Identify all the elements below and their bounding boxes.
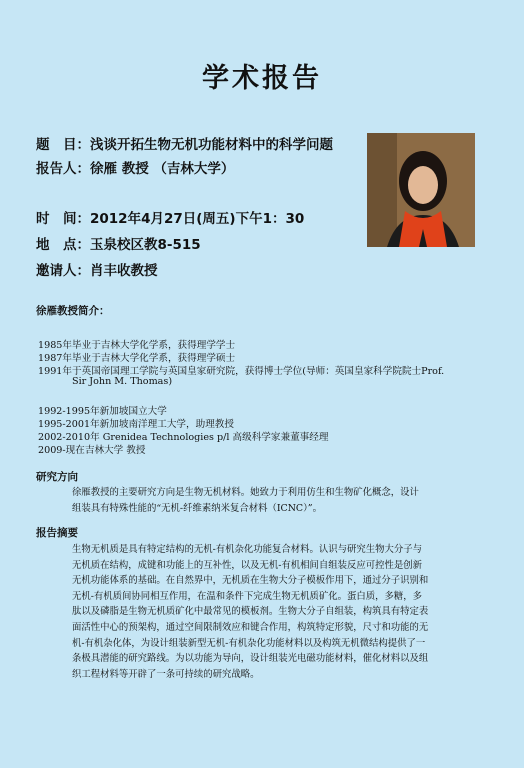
host-value: 肖丰收教授 (90, 263, 158, 279)
speaker-photo (367, 133, 475, 247)
host-label: 邀请人： (36, 263, 90, 279)
abstract-line: 织工程材料等开辟了一条可持续的研究战略。 (72, 668, 260, 680)
abstract-line: 无机质在结构，成键和功能上的互补性，以及无机-有机相间自组装反应可控性是创新 (72, 559, 423, 571)
abstract-line: 生物无机质是具有特定结构的无机-有机杂化功能复合材料。认识与研究生物大分子与 (72, 544, 423, 555)
research-heading: 研究方向 (36, 471, 78, 483)
place-label: 地 点： (36, 237, 90, 253)
abstract-line: 面活性中心的预架构，通过空间限制效应和键合作用，构筑特定形貌，尺寸和功能的无 (72, 621, 429, 633)
bio-line: Sir John M. Thomas) (72, 376, 173, 387)
time-label: 时 间： (36, 211, 90, 227)
place-value: 玉泉校区教8-515 (90, 237, 201, 253)
host-row (36, 259, 158, 279)
abstract-line: 无机功能体系的基础。在自然界中，无机质在生物大分子模板作用下，通过分子识别和 (72, 575, 429, 587)
bio-line: 2009-现在吉林大学 教授 (38, 445, 146, 456)
topic-value: 浅谈开拓生物无机功能材料中的科学问题 (90, 137, 333, 153)
time-row (36, 207, 304, 227)
place-row (36, 233, 201, 253)
research-paragraph (72, 485, 492, 516)
abstract-line: 肽以及磷脂是生物无机质矿化中最常见的模板剂。生物大分子自组装，构筑具有特定表 (72, 606, 429, 618)
bio-heading: 徐雁教授简介： (36, 305, 110, 317)
topic-row (36, 133, 333, 153)
bio-line: 1992-1995年新加坡国立大学 (38, 406, 167, 417)
research-line: 组装具有特殊性能的“无机-纤维素纳米复合材料（ICNC）”。 (72, 502, 322, 514)
bio-line: 1987年毕业于吉林大学化学系，获得理学硕士 (38, 353, 236, 364)
abstract-line: 无机-有机质间协同相互作用，在温和条件下完成生物无机质矿化。蛋白质，多糖，多 (72, 590, 423, 602)
time-value: 2012年4月27日(周五)下午1：30 (90, 211, 305, 227)
bio-line: 1991年于英国帝国理工学院与英国皇家研究院，获得博士学位(导师：英国皇家科学院院士Prof. (38, 366, 445, 377)
bio-line: 1995-2001年新加坡南洋理工大学，助理教授 (38, 419, 234, 430)
speaker-label: 报告人： (36, 161, 90, 177)
speaker-row (36, 157, 234, 177)
speaker-value: 徐雁 教授 （吉林大学） (90, 161, 235, 177)
topic-label: 题 目： (36, 137, 90, 153)
abstract-heading: 报告摘要 (36, 527, 78, 539)
bio-line: 2002-2010年 Grenidea Technologies p/l 高级科学家兼董事经理 (38, 432, 329, 443)
abstract-line: 机-有机杂化体，为设计组装新型无机-有机杂化功能材料以及构筑无机微结构提供了一 (72, 637, 426, 649)
bio-line: 1985年毕业于吉林大学化学系，获得理学学士 (38, 340, 236, 351)
page-title: 学术报告 (202, 63, 322, 94)
abstract-line: 条极具潜能的研究路线。为以功能为导向，设计组装光电磁功能材料，催化材料以及组 (72, 653, 429, 665)
abstract-paragraph (72, 542, 492, 682)
research-line: 徐雁教授的主要研究方向是生物无机材料。她致力于利用仿生和生物矿化概念，设计 (72, 487, 419, 498)
